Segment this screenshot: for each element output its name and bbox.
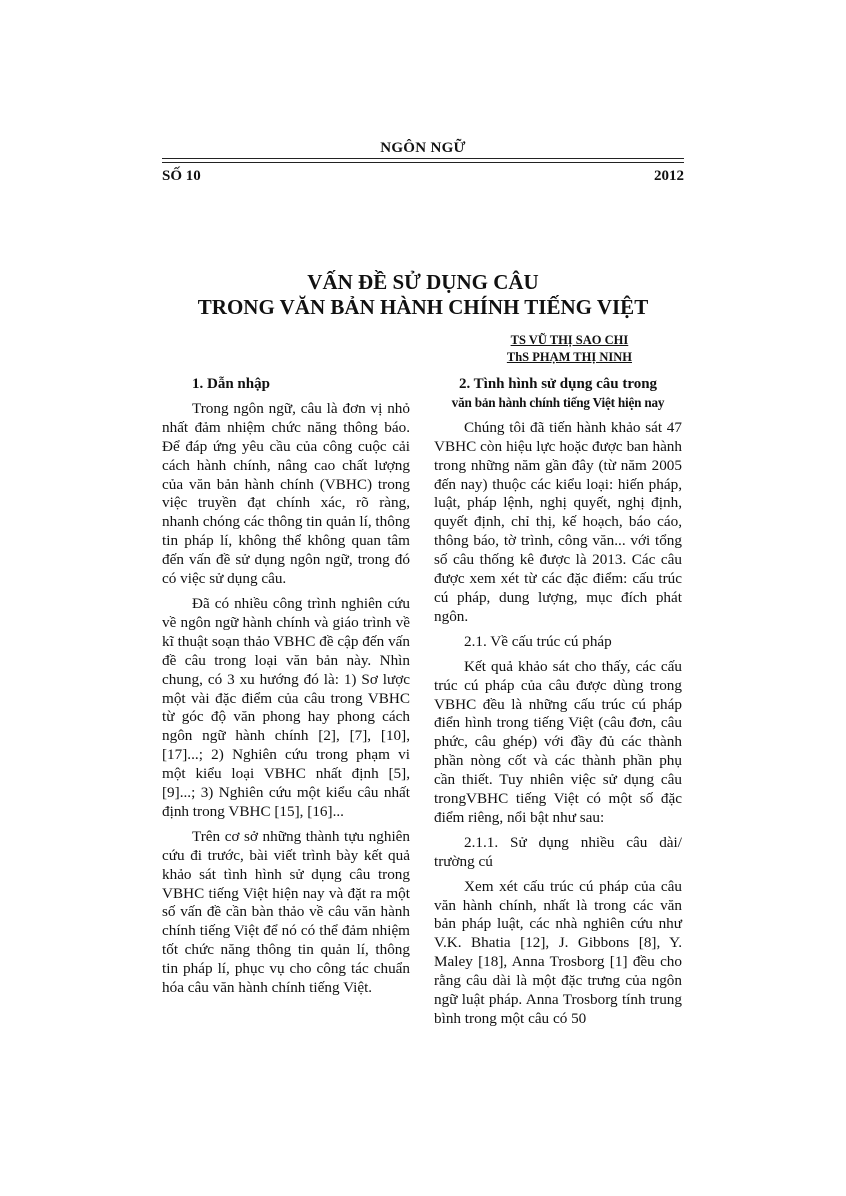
paragraph: Đã có nhiều công trình nghiên cứu về ngôn ngữ hành chính và giáo trình về kĩ thuật soạn thảo VBHC đề cập đến vấn đề câu trong loại văn bản này. Nhìn chung, có 3 xu hướng đó là: 1) Sơ lược một vài đặc điểm của câu trong VBHC từ góc độ văn phong hay phong cách ngôn ngữ hành chính [2], [7], [10], [17]...; 2) Nghiên cứu trong phạm vi một kiểu loại VBHC nhất định [5], [9]...; 3) Nghiên cứu một kiểu câu nhất định trong VBHC [15], [16]... [162,594,410,820]
issue-number: SỐ 10 [162,168,201,184]
section-heading-line-1: 2. Tình hình sử dụng câu trong [458,376,658,392]
paragraph: Trên cơ sở những thành tựu nghiên cứu đi trước, bài viết trình bày kết quả khảo sát tình hình sử dụng câu trong VBHC tiếng Việt hiện nay và đặt ra một số vấn đề cần bàn thảo về câu văn hành chính tiếng Việt để nó có thể đảm nhiệm tốt chức năng thông tin quản lí, thông tin pháp lí, phục vụ cho công tác chuẩn hóa câu văn hành chính tiếng Việt. [162,827,410,997]
author-block [507,332,632,366]
paragraph: Xem xét cấu trúc cú pháp của câu văn hành chính, nhất là trong các văn bản pháp luật, các nhà nghiên cứu như V.K. Bhatia [12], J. Gibbons [8], Y. Maley [18], Anna Trosborg [1] đều cho rằng câu dài là một đặc trưng của ngôn ngữ luật pháp. Anna Trosborg tính trung bình trong một câu có 50 [434,877,682,1027]
journal-name: NGÔN NGỮ [380,140,466,156]
paragraph: Chúng tôi đã tiến hành khảo sát 47 VBHC còn hiệu lực hoặc được ban hành trong những năm gần đây (từ năm 2005 đến nay) thuộc các kiểu loại: hiến pháp, luật, pháp lệnh, nghị quyết, nghị định, quyết định, chỉ thị, kế hoạch, báo cáo, thông báo, tờ trình, công văn... với tổng số câu thống kê được là 2013. Các câu được xem xét từ các đặc điểm: cấu trúc cú pháp, dung lượng, mục đích phát ngôn. [434,418,682,625]
header-rule [162,158,684,159]
subsection-heading: 2.1. Về cấu trúc cú pháp [464,632,612,650]
section-heading-line-2: văn bản hành chính tiếng Việt hiện nay [451,394,665,410]
title-line-2: TRONG VĂN BẢN HÀNH CHÍNH TIẾNG VIỆT [197,295,649,319]
right-column [434,375,682,1035]
author-2: ThS PHẠM THỊ NINH [506,350,632,364]
subsection-heading: 2.1.1. Sử dụng nhiều câu dài/ trường cú [434,833,682,870]
issue-year: 2012 [654,168,684,184]
article-title [162,270,684,320]
left-column [162,375,410,1004]
section-heading-usage [434,375,682,413]
paragraph: Trong ngôn ngữ, câu là đơn vị nhỏ nhất đảm nhiệm chức năng thông báo. Để đáp ứng yêu cầu của công cuộc cải cách hành chính, nâng cao chất lượng của văn bản hành chính (VBHC) trong việc truyền đạt chính xác, rõ ràng, nhanh chóng các thông tin quản lí, thông tin pháp lí, không thể không quan tâm đến vấn đề sử dụng ngôn ngữ, trong đó có việc sử dụng câu. [162,399,411,588]
author-1: TS VŨ THỊ SAO CHI [510,333,629,347]
paragraph: Kết quả khảo sát cho thấy, các cấu trúc cú pháp của câu được dùng trong VBHC đều là những cấu trúc cú pháp điển hình trong tiếng Việt (câu đơn, câu phức, câu ghép) với đầy đủ các thành phần nòng cốt và các thành phần phụ cần thiết. Tuy nhiên việc sử dụng câu trongVBHC tiếng Việt có một số đặc điểm riêng, nổi bật như sau: [434,657,682,826]
header-rule-thin [162,162,684,163]
title-line-1: VẤN ĐỀ SỬ DỤNG CÂU [307,270,539,294]
section-heading-intro: 1. Dẫn nhập [192,376,270,392]
